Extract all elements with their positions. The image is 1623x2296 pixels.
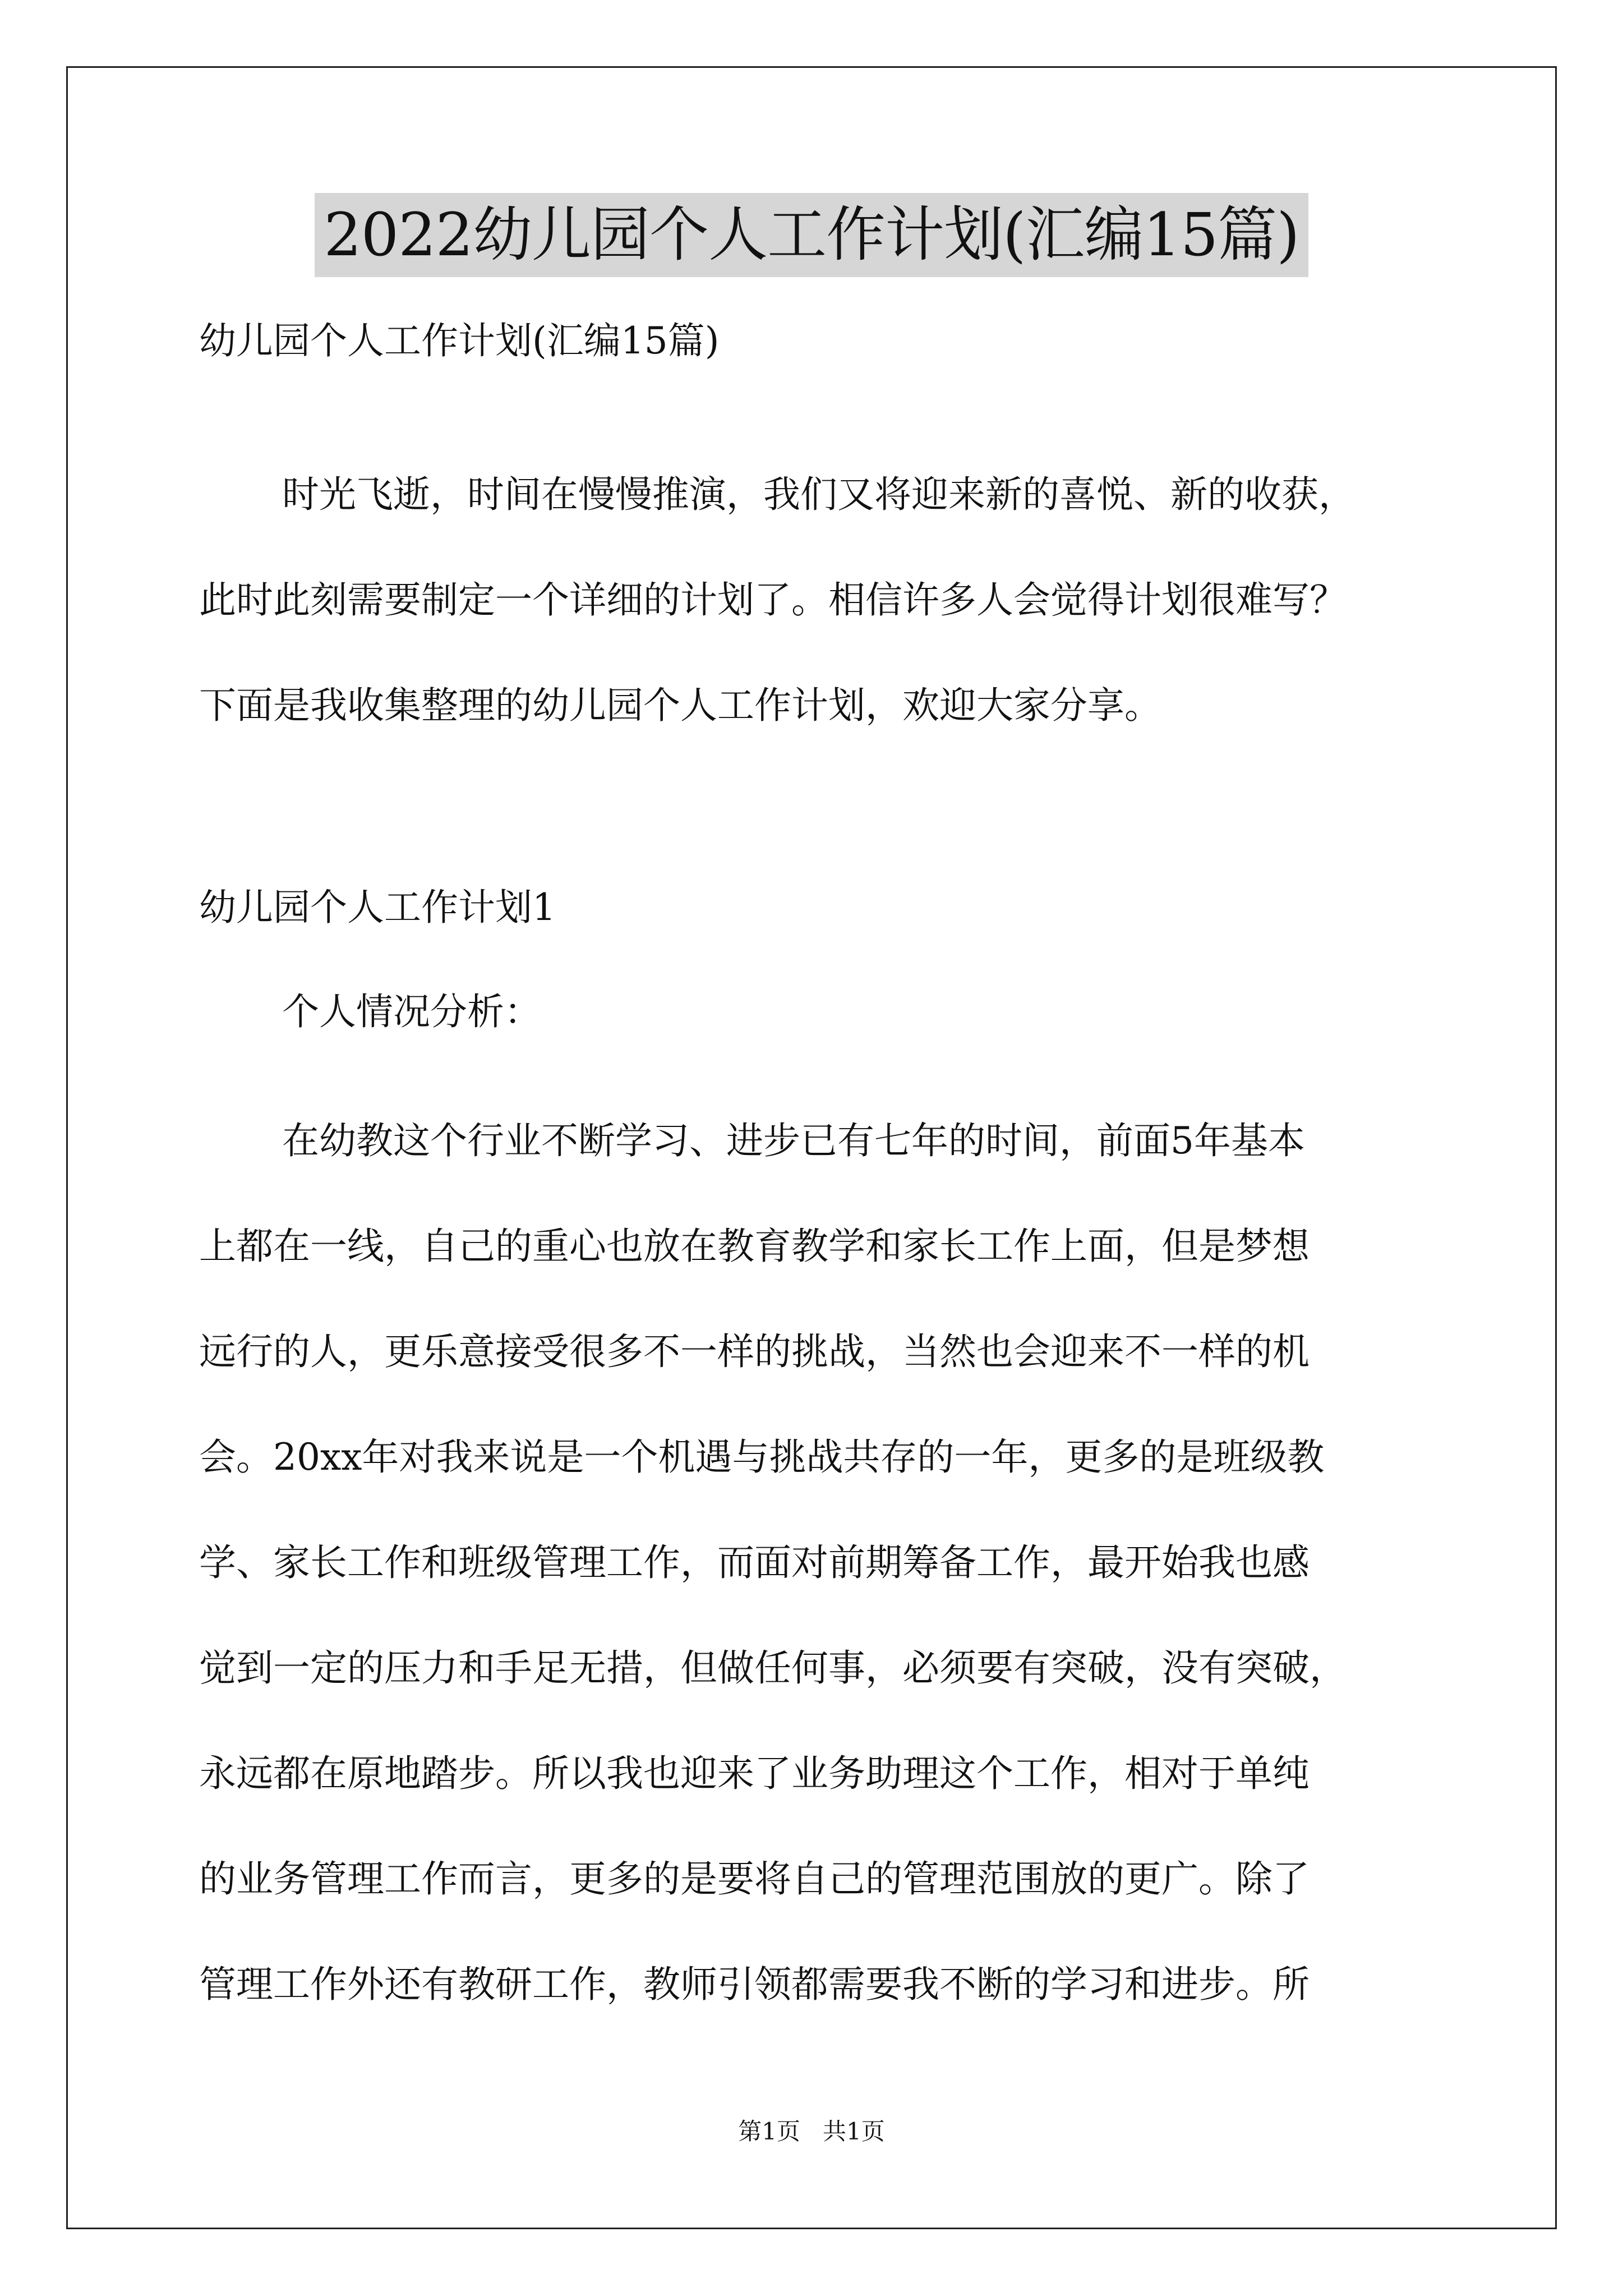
body-line: 会。20xx年对我来说是一个机遇与挑战共存的一年，更多的是班级教	[199, 1435, 1325, 1479]
body-line: 在幼教这个行业不断学习、进步已有七年的时间，前面5年基本	[282, 1119, 1305, 1162]
body-line: 永远都在原地踏步。所以我也迎来了业务助理这个工作，相对于单纯	[199, 1752, 1310, 1795]
section-heading: 幼儿园个人工作计划1	[199, 886, 556, 929]
body-paragraph	[199, 1088, 1425, 2037]
body-line: 管理工作外还有教研工作，教师引领都需要我不断的学习和进步。所	[199, 1963, 1310, 2006]
page-footer: 第1页 共1页	[738, 2118, 885, 2145]
document-subtitle: 幼儿园个人工作计划(汇编15篇)	[199, 319, 720, 362]
document-title-container	[0, 193, 1623, 277]
document-title: 2022幼儿园个人工作计划(汇编15篇)	[315, 193, 1308, 277]
analysis-label: 个人情况分析：	[282, 990, 541, 1033]
body-line: 学、家长工作和班级管理工作，而面对前期筹备工作，最开始我也感	[199, 1541, 1310, 1584]
body-line: 觉到一定的压力和手足无措，但做任何事，必须要有突破，没有突破，	[199, 1646, 1347, 1690]
intro-line: 时光飞逝，时间在慢慢推演，我们又将迎来新的喜悦、新的收获，	[282, 473, 1355, 516]
body-line: 远行的人，更乐意接受很多不一样的挑战，当然也会迎来不一样的机	[199, 1330, 1310, 1373]
intro-paragraph	[199, 442, 1425, 758]
intro-line: 下面是我收集整理的幼儿园个人工作计划，欢迎大家分享。	[199, 684, 1161, 727]
body-line: 的业务管理工作而言，更多的是要将自己的管理范围放的更广。除了	[199, 1857, 1310, 1901]
body-line: 上都在一线，自己的重心也放在教育教学和家长工作上面，但是梦想	[199, 1225, 1310, 1268]
intro-line: 此时此刻需要制定一个详细的计划了。相信许多人会觉得计划很难写？	[199, 578, 1347, 622]
